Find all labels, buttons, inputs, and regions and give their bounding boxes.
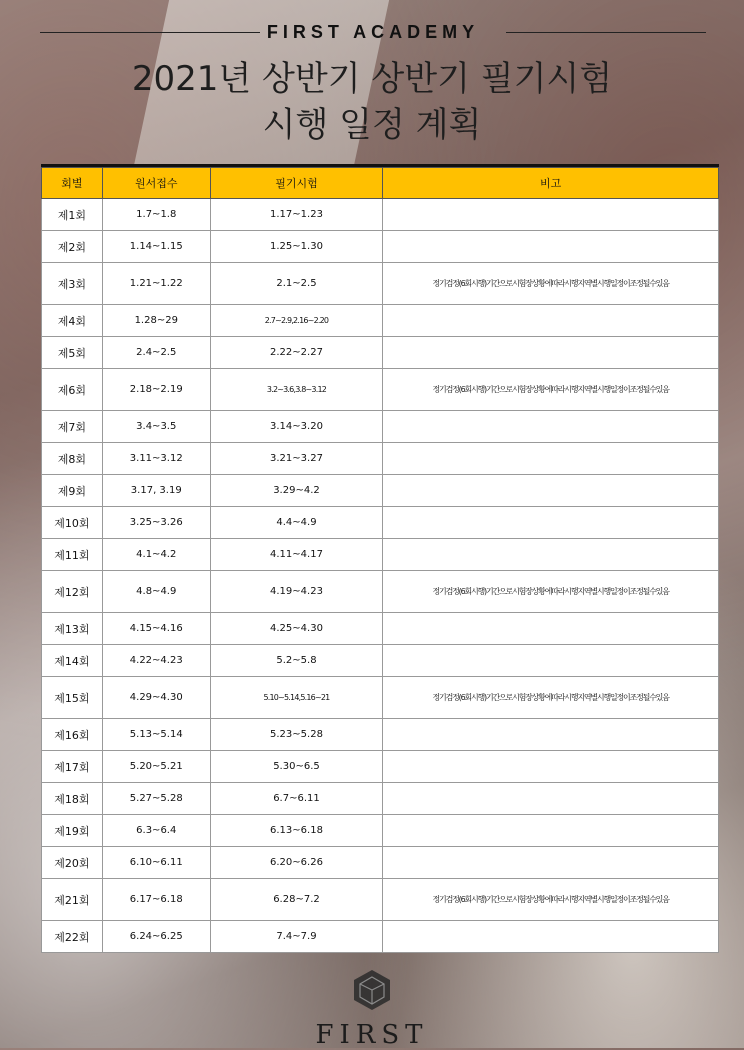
table-row: [42, 199, 719, 231]
apply-cell: 1.14~1.15: [102, 231, 210, 263]
col-header-note: 비고: [383, 168, 719, 199]
note-cell: [383, 305, 719, 337]
note-cell: [383, 719, 719, 751]
table-row: [42, 677, 719, 719]
table-row: [42, 783, 719, 815]
table-row: [42, 879, 719, 921]
note-cell: [383, 539, 719, 571]
round-cell: 제17회: [42, 751, 103, 783]
apply-cell: 5.13~5.14: [102, 719, 210, 751]
round-cell: 제8회: [42, 443, 103, 475]
apply-cell: 1.7~1.8: [102, 199, 210, 231]
cube-hexagon-icon: [352, 968, 392, 1012]
table-row: [42, 507, 719, 539]
round-cell: 제20회: [42, 847, 103, 879]
col-header-apply: 원서접수: [102, 168, 210, 199]
exam-cell: 4.19~4.23: [210, 571, 383, 613]
table-row: [42, 613, 719, 645]
note-cell: [383, 645, 719, 677]
apply-cell: 6.10~6.11: [102, 847, 210, 879]
apply-cell: 5.20~5.21: [102, 751, 210, 783]
round-cell: 제15회: [42, 677, 103, 719]
exam-cell: 5.10~5.14,5.16~21: [210, 677, 383, 719]
table-row: [42, 719, 719, 751]
table-row: [42, 231, 719, 263]
apply-cell: 6.3~6.4: [102, 815, 210, 847]
apply-cell: 6.17~6.18: [102, 879, 210, 921]
apply-cell: 5.27~5.28: [102, 783, 210, 815]
note-cell: [383, 783, 719, 815]
table-row: [42, 305, 719, 337]
exam-cell: 5.2~5.8: [210, 645, 383, 677]
apply-cell: 4.15~4.16: [102, 613, 210, 645]
exam-cell: 3.21~3.27: [210, 443, 383, 475]
title-line-2: 시행 일정 계획: [262, 105, 482, 145]
schedule-table-wrap: [41, 164, 719, 953]
note-cell: 정기검정(6회시행)기간으로시험장상황에따라시행지역별시행일정이조정될수있음: [383, 571, 719, 613]
apply-cell: 1.28~29: [102, 305, 210, 337]
apply-cell: 4.1~4.2: [102, 539, 210, 571]
exam-cell: 3.29~4.2: [210, 475, 383, 507]
exam-cell: 3.14~3.20: [210, 411, 383, 443]
exam-cell: 6.20~6.26: [210, 847, 383, 879]
round-cell: 제14회: [42, 645, 103, 677]
exam-cell: 4.4~4.9: [210, 507, 383, 539]
round-cell: 제13회: [42, 613, 103, 645]
round-cell: 제19회: [42, 815, 103, 847]
exam-cell: 5.23~5.28: [210, 719, 383, 751]
exam-cell: 2.7~2.9,2.16~2.20: [210, 305, 383, 337]
exam-cell: 2.22~2.27: [210, 337, 383, 369]
apply-cell: 3.17, 3.19: [102, 475, 210, 507]
exam-cell: 1.17~1.23: [210, 199, 383, 231]
table-row: [42, 539, 719, 571]
exam-cell: 7.4~7.9: [210, 921, 383, 953]
note-cell: 정기검정(6회시행)기간으로시험장상황에따라시행지역별시행일정이조정될수있음: [383, 263, 719, 305]
note-cell: [383, 443, 719, 475]
col-header-exam: 필기시험: [210, 168, 383, 199]
brand-name: FIRST ACADEMY: [266, 22, 480, 42]
table-row: [42, 847, 719, 879]
exam-cell: 6.28~7.2: [210, 879, 383, 921]
round-cell: 제10회: [42, 507, 103, 539]
table-row: [42, 751, 719, 783]
round-cell: 제22회: [42, 921, 103, 953]
note-cell: [383, 815, 719, 847]
table-row: [42, 369, 719, 411]
note-cell: [383, 475, 719, 507]
exam-cell: 2.1~2.5: [210, 263, 383, 305]
note-cell: [383, 751, 719, 783]
round-cell: 제11회: [42, 539, 103, 571]
round-cell: 제5회: [42, 337, 103, 369]
apply-cell: 4.22~4.23: [102, 645, 210, 677]
round-cell: 제9회: [42, 475, 103, 507]
schedule-table: [41, 167, 719, 953]
exam-cell: 5.30~6.5: [210, 751, 383, 783]
brand-header: [40, 22, 706, 42]
round-cell: 제7회: [42, 411, 103, 443]
table-row: [42, 411, 719, 443]
exam-cell: 6.13~6.18: [210, 815, 383, 847]
round-cell: 제16회: [42, 719, 103, 751]
table-row: [42, 645, 719, 677]
apply-cell: 3.4~3.5: [102, 411, 210, 443]
round-cell: 제18회: [42, 783, 103, 815]
table-row: [42, 571, 719, 613]
apply-cell: 3.11~3.12: [102, 443, 210, 475]
round-cell: 제3회: [42, 263, 103, 305]
table-row: [42, 475, 719, 507]
round-cell: 제1회: [42, 199, 103, 231]
note-cell: [383, 337, 719, 369]
note-cell: [383, 921, 719, 953]
title-line-1: 2021년 상반기 상반기 필기시험: [131, 59, 613, 99]
apply-cell: 6.24~6.25: [102, 921, 210, 953]
exam-cell: 4.25~4.30: [210, 613, 383, 645]
footer-logo-text: FIRST: [315, 1020, 429, 1050]
col-header-round: 회별: [42, 168, 103, 199]
table-row: [42, 263, 719, 305]
table-row: [42, 921, 719, 953]
page-title: [0, 56, 744, 148]
note-cell: [383, 231, 719, 263]
note-cell: [383, 507, 719, 539]
round-cell: 제21회: [42, 879, 103, 921]
table-header-row: [42, 168, 719, 199]
apply-cell: 3.25~3.26: [102, 507, 210, 539]
round-cell: 제6회: [42, 369, 103, 411]
apply-cell: 1.21~1.22: [102, 263, 210, 305]
exam-cell: 6.7~6.11: [210, 783, 383, 815]
apply-cell: 2.18~2.19: [102, 369, 210, 411]
round-cell: 제12회: [42, 571, 103, 613]
table-row: [42, 337, 719, 369]
round-cell: 제2회: [42, 231, 103, 263]
exam-cell: 4.11~4.17: [210, 539, 383, 571]
exam-cell: 1.25~1.30: [210, 231, 383, 263]
table-row: [42, 443, 719, 475]
note-cell: [383, 411, 719, 443]
note-cell: 정기검정(6회시행)기간으로시험장상황에따라시행지역별시행일정이조정될수있음: [383, 677, 719, 719]
apply-cell: 4.8~4.9: [102, 571, 210, 613]
exam-cell: 3.2~3.6,3.8~3.12: [210, 369, 383, 411]
apply-cell: 4.29~4.30: [102, 677, 210, 719]
apply-cell: 2.4~2.5: [102, 337, 210, 369]
note-cell: 정기검정(6회시행)기간으로시험장상황에따라시행지역별시행일정이조정될수있음: [383, 879, 719, 921]
note-cell: [383, 847, 719, 879]
note-cell: [383, 613, 719, 645]
round-cell: 제4회: [42, 305, 103, 337]
note-cell: [383, 199, 719, 231]
table-row: [42, 815, 719, 847]
note-cell: 정기검정(6회시행)기간으로시험장상황에따라시행지역별시행일정이조정될수있음: [383, 369, 719, 411]
